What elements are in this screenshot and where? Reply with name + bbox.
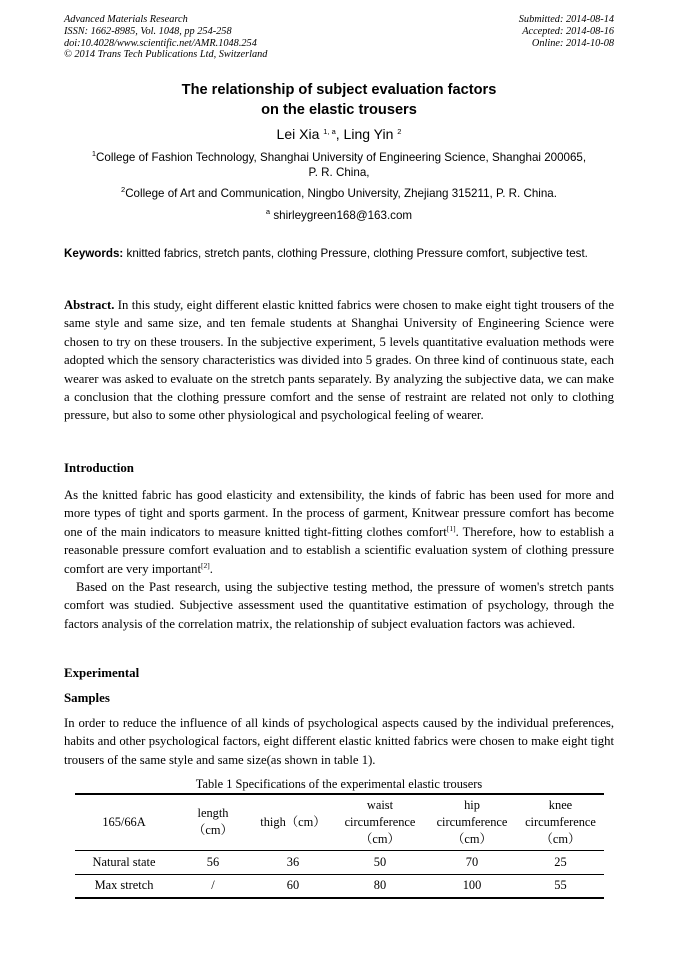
affiliation-1 xyxy=(64,150,614,180)
introduction-heading: Introduction xyxy=(64,461,134,475)
experimental-heading: Experimental xyxy=(64,666,140,680)
paper-title xyxy=(64,80,614,120)
aff2-sup: 2 xyxy=(121,185,126,194)
intro-paragraph-2: Based on the Past research, using the subjective testing method, the pressure of women's stretch pants comfort was studied. Subjective assessment used the quantitative estimation of psychology, through the factors analysis of the correlation matrix, the relationship of subject evaluation factors was achieved. xyxy=(64,580,614,631)
table-cell: 80 xyxy=(333,874,427,898)
table-cell: 60 xyxy=(253,874,333,898)
table-cell: / xyxy=(173,874,253,898)
keywords xyxy=(64,245,614,262)
journal-header xyxy=(64,14,267,61)
abstract xyxy=(64,296,614,425)
aff1-line-2: P. R. China, xyxy=(308,166,370,179)
author-1: Lei Xia xyxy=(276,126,320,142)
table-row xyxy=(75,850,604,874)
author-2: Ling Yin xyxy=(343,126,394,142)
affiliation-2 xyxy=(64,186,614,201)
keywords-label: Keywords: xyxy=(64,247,124,260)
table-cell: 55 xyxy=(517,874,604,898)
issn-line: ISSN: 1662-8985, Vol. 1048, pp 254-258 xyxy=(64,25,232,37)
table-cell: 50 xyxy=(333,850,427,874)
col-size: 165/66A xyxy=(75,794,173,850)
table-cell: 25 xyxy=(517,850,604,874)
abstract-text: In this study, eight different elastic knitted fabrics were chosen to make eight tight trousers of the same style and same size, and ten female students at Shanghai University of Engineering Science were chosen to try on these trousers. In the subjective experiment, 5 levels quantitative evaluation methods were adopted which the sensory characteristics was divided into 5 grades. On three kind of continuous state, each wearer was asked to evaluate on the stretch pants separately. By analyzing the subjective data, we can make a conclusion that the clothing pressure comfort and the sense of restraint are related not only to clothing pressure, but also to some other physiological and psychological feeling of wearer. xyxy=(64,298,614,423)
table-cell: 100 xyxy=(427,874,517,898)
copyright-line: © 2014 Trans Tech Publications Ltd, Switzerland xyxy=(64,49,268,61)
author-sep: , xyxy=(335,126,344,142)
table-caption: Table 1 Specifications of the experimental elastic trousers xyxy=(195,777,483,791)
table-cell: 70 xyxy=(427,850,517,874)
aff1-line-1: College of Fashion Technology, Shanghai University of Engineering Science, Shanghai 200065, xyxy=(96,151,587,164)
submitted-date: Submitted: 2014-08-14 xyxy=(518,14,614,25)
samples-paragraph: In order to reduce the influence of all kinds of psychological aspects caused by the individual preferences, habits and other psychological factors, eight different elastic knitted fabrics were chosen to make eight tight trousers of the same style and same size(as shown in table 1). xyxy=(64,716,614,767)
abstract-label: Abstract. xyxy=(64,298,115,312)
keywords-text: knitted fabrics, stretch pants, clothing Pressure, clothing Pressure comfort, subjective test. xyxy=(126,247,588,260)
email-sup: a xyxy=(265,207,271,216)
col-hip: hip circumference （cm） xyxy=(427,794,517,850)
table-row xyxy=(75,874,604,898)
ref-2: [2] xyxy=(201,560,210,570)
doi-line: doi:10.4028/www.scientific.net/AMR.1048.254 xyxy=(64,37,257,49)
intro-paragraph-1: As the knitted fabric has good elasticity and extensibility, the kinds of fabric has been used for more and more types of tight and sports garment. In the process of garment, Knitwear pressure comfort has become one of the main indicators to measure knitted tight-fitting clothes comfort[1]. Therefore, how to establish a reasonable pressure comfort evaluation and to establish a scientific evaluation system of clothing pressure comfort are very important[2]. xyxy=(64,488,615,576)
online-date: Online: 2014-10-08 xyxy=(531,37,614,49)
journal-name: Advanced Materials Research xyxy=(64,14,188,25)
table-cell: Max stretch xyxy=(75,874,173,898)
col-length: length （cm） xyxy=(173,794,253,850)
introduction-body xyxy=(64,486,614,633)
table-cell: Natural state xyxy=(75,850,173,874)
specifications-table xyxy=(75,793,604,899)
author-1-sup: 1, a xyxy=(323,127,336,136)
table-cell: 56 xyxy=(173,850,253,874)
col-waist: waist circumference （cm） xyxy=(333,794,427,850)
accepted-date: Accepted: 2014-08-16 xyxy=(522,25,614,37)
table-cell: 36 xyxy=(253,850,333,874)
samples-heading: Samples xyxy=(64,691,110,705)
title-line-2: on the elastic trousers xyxy=(261,102,417,118)
author-list xyxy=(64,124,614,144)
col-thigh: thigh（cm） xyxy=(253,794,333,850)
table-header-row xyxy=(75,794,604,850)
author-2-sup: 2 xyxy=(397,127,402,136)
col-knee: knee circumference （cm） xyxy=(517,794,604,850)
ref-1: [1] xyxy=(446,523,456,533)
aff1-sup: 1 xyxy=(91,149,97,158)
aff2-text: College of Art and Communication, Ningbo University, Zhejiang 315211, P. R. China. xyxy=(125,187,557,200)
title-line-1: The relationship of subject evaluation factors xyxy=(181,82,497,98)
dates-header xyxy=(519,14,614,49)
email-line xyxy=(64,208,614,223)
email-text: shirleygreen168@163.com xyxy=(273,209,413,222)
